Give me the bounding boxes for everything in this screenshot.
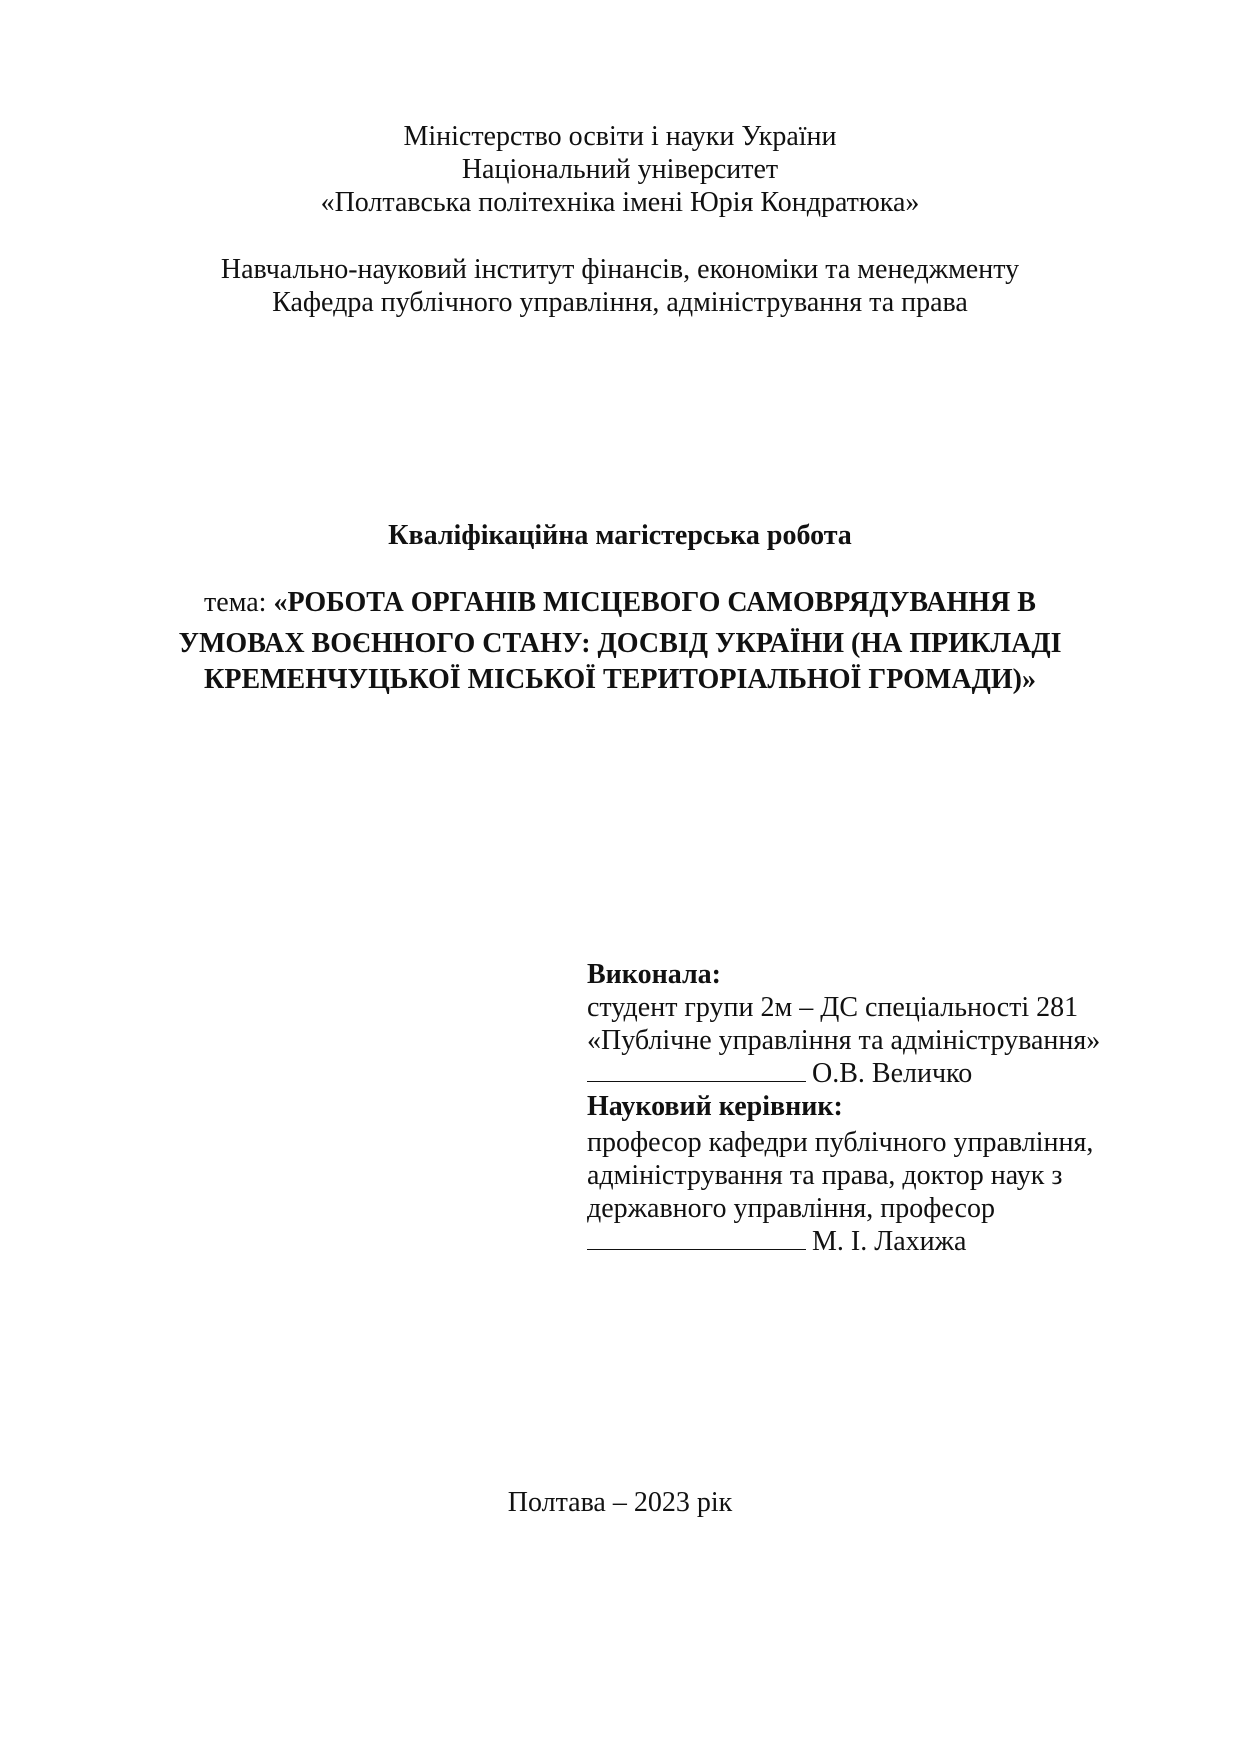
institute-line: Навчально-науковий інститут фінансів, економіки та менеджменту (220, 254, 1020, 285)
author-label: Виконала: (587, 959, 721, 990)
department-line: Кафедра публічного управління, адміністрування та права (272, 287, 968, 318)
supervisor-label: Науковий керівник: (587, 1091, 843, 1122)
supervisor-position-line-3: державного управління, професор (587, 1193, 995, 1224)
supervisor-name: М. І. Лахижа (812, 1226, 967, 1257)
author-signature-blank (587, 1057, 806, 1082)
supervisor-signature-line (587, 1225, 1187, 1258)
topic-line-3: КРЕМЕНЧУЦЬКОЇ МІСЬКОЇ ТЕРИТОРІАЛЬНОЇ ГРОМАДИ)» (204, 664, 1036, 695)
topic-line-1 (0, 586, 1240, 619)
university-line-2: «Полтавська політехніка імені Юрія Кондратюка» (320, 187, 920, 218)
author-signature-line (587, 1057, 1187, 1090)
supervisor-position-line-2: адміністрування та права, доктор наук з (587, 1160, 1063, 1191)
author-specialty-line: «Публічне управління та адміністрування» (587, 1025, 1101, 1056)
city-year: Полтава – 2023 рік (507, 1487, 733, 1518)
topic-line-2: УМОВАХ ВОЄННОГО СТАНУ: ДОСВІД УКРАЇНИ (НА ПРИКЛАДІ (178, 628, 1062, 659)
work-type-heading: Кваліфікаційна магістерська робота (388, 520, 852, 551)
author-name: О.В. Величко (812, 1058, 973, 1089)
ministry-line: Міністерство освіти і науки України (403, 121, 837, 152)
supervisor-position-line-1: професор кафедри публічного управління, (587, 1127, 1094, 1158)
university-line-1: Національний університет (461, 154, 779, 185)
author-group-line: студент групи 2м – ДС спеціальності 281 (587, 992, 1079, 1023)
topic-prefix: тема: (204, 587, 274, 618)
topic-title-part-1: «РОБОТА ОРГАНІВ МІСЦЕВОГО САМОВРЯДУВАННЯ В (273, 587, 1036, 618)
supervisor-signature-blank (587, 1225, 806, 1250)
